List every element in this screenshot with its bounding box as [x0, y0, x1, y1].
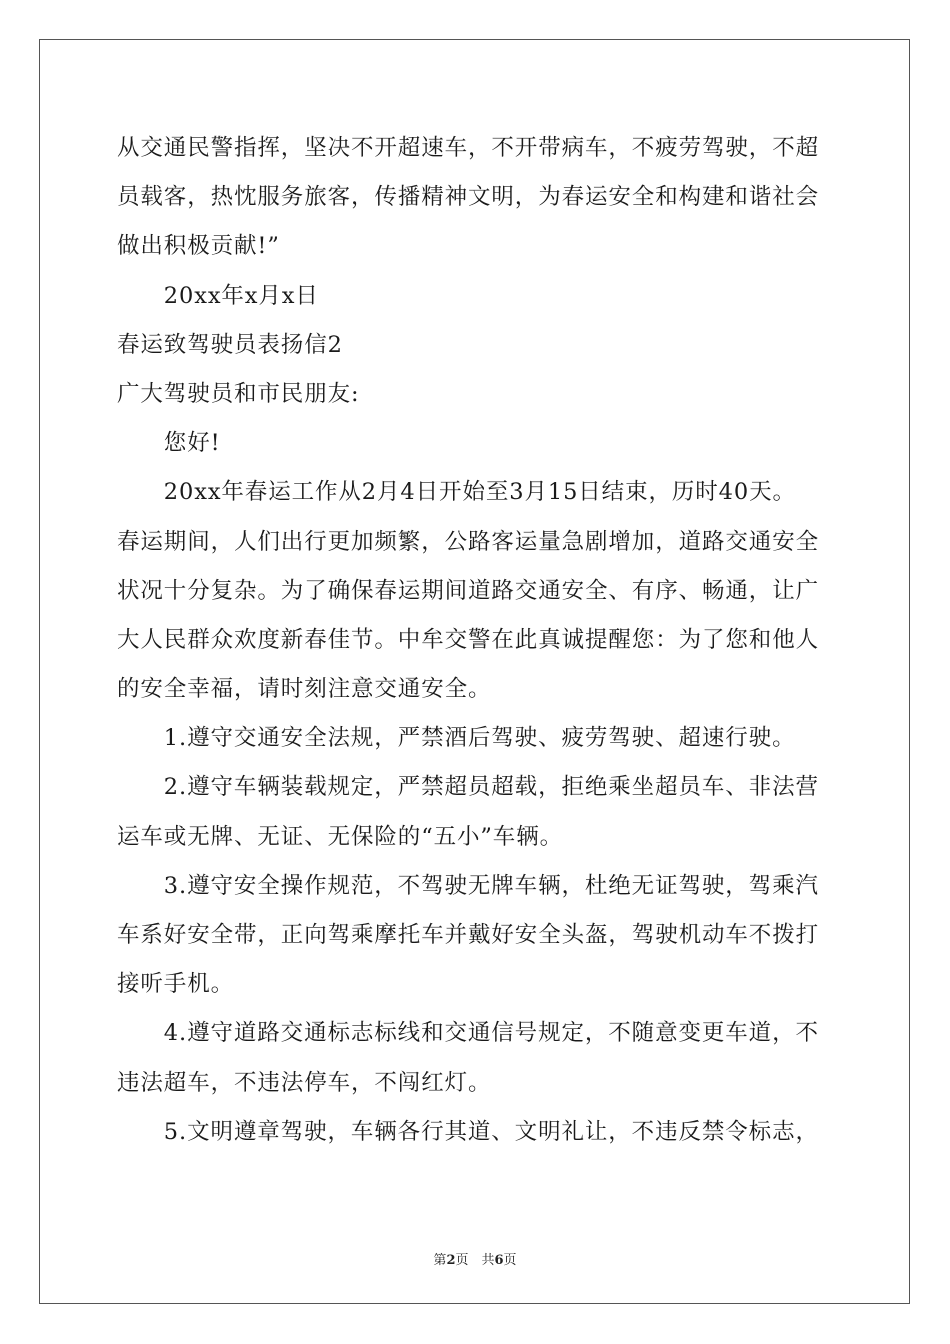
page-prefix: 第 [433, 1253, 447, 1268]
page-suffix: 页 [503, 1253, 517, 1268]
text-line: 做出积极贡献!” [117, 233, 280, 260]
list-item: 2.遵守车辆装载规定，严禁超员超载，拒绝乘坐超员车、非法营 [117, 774, 819, 801]
greeting: 您好! [117, 430, 221, 457]
text-line: 的安全幸福，请时刻注意交通安全。 [117, 676, 492, 703]
document-body [117, 124, 833, 1157]
text-line: 违法超车，不违法停车，不闯红灯。 [117, 1069, 492, 1096]
text-line: 接听手机。 [117, 971, 235, 998]
page-number-footer [0, 1249, 950, 1268]
list-item: 4.遵守道路交通标志标线和交通信号规定，不随意变更车道，不 [117, 1020, 819, 1047]
letter-title: 春运致驾驶员表扬信2 [117, 331, 343, 358]
current-page-number: 2 [446, 1253, 456, 1268]
text-line: 大人民群众欢度新春佳节。中牟交警在此真诚提醒您：为了您和他人 [117, 626, 820, 653]
text-line: 车系好安全带，正向驾乘摩托车并戴好安全头盔，驾驶机动车不拨打 [117, 922, 820, 948]
text-line: 状况十分复杂。为了确保春运期间道路交通安全、有序、畅通，让广 [117, 577, 820, 604]
text-line: 从交通民警指挥，坚决不开超速车，不开带病车，不疲劳驾驶，不超 [117, 135, 820, 161]
list-item: 1.遵守交通安全法规，严禁酒后驾驶、疲劳驾驶、超速行驶。 [117, 725, 796, 752]
text-line: 20xx年春运工作从2月4日开始至3月15日结束，历时40天。 [117, 479, 796, 506]
list-item: 3.遵守安全操作规范，不驾驶无牌车辆，杜绝无证驾驶，驾乘汽 [117, 872, 819, 899]
list-item: 5.文明遵章驾驶，车辆各行其道、文明礼让，不违反禁令标志， [117, 1118, 819, 1145]
text-line: 春运期间，人们出行更加频繁，公路客运量急剧增加，道路交通安全 [117, 528, 820, 555]
salutation: 广大驾驶员和市民朋友: [117, 380, 360, 407]
date-line: 20xx年x月x日 [117, 282, 319, 309]
total-page-number: 6 [494, 1253, 504, 1268]
page-mid: 页 共 [455, 1253, 495, 1268]
text-line: 员载客，热忱服务旅客，传播精神文明，为春运安全和构建和谐社会 [117, 184, 820, 211]
text-line: 运车或无牌、无证、无保险的“五小”车辆。 [117, 823, 564, 850]
